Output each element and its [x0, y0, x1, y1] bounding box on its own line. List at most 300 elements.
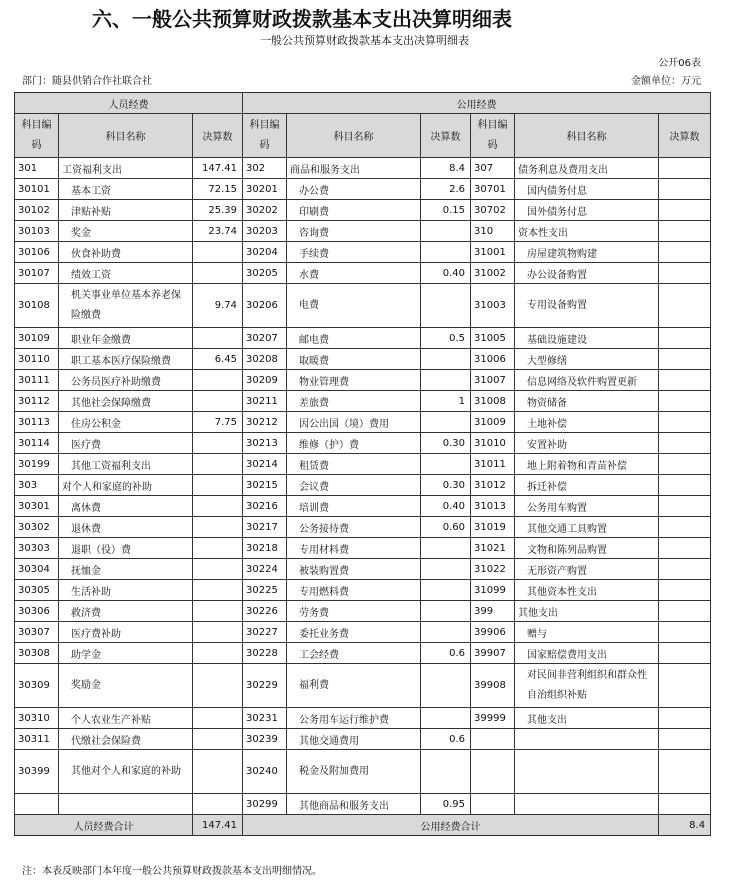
col-name: 科目名称: [59, 114, 193, 158]
cell-amount: [659, 412, 711, 433]
table-row: [15, 328, 711, 349]
cell-name: 培训费: [287, 496, 421, 517]
cell-amount: [421, 370, 471, 391]
cell-name: 退职（役）费: [59, 538, 193, 559]
cell-code: 31003: [471, 284, 515, 328]
cell-name: 奖励金: [59, 664, 193, 708]
cell-code: 30239: [243, 729, 287, 750]
cell-code: 30310: [15, 708, 59, 729]
cell-code: 302: [243, 158, 287, 179]
col-name: 科目名称: [287, 114, 421, 158]
cell-amount: [421, 601, 471, 622]
cell-amount: [193, 242, 243, 263]
col-amount: 决算数: [421, 114, 471, 158]
cell-code: 399: [471, 601, 515, 622]
col-name: 科目名称: [515, 114, 659, 158]
cell-amount: [421, 708, 471, 729]
department-label: 部门：随县供销合作社联合社: [22, 76, 152, 87]
table-row: [15, 391, 711, 412]
cell-amount: 8.4: [421, 158, 471, 179]
cell-code: 30205: [243, 263, 287, 284]
cell-name: 绩效工资: [59, 263, 193, 284]
cell-code: 31013: [471, 496, 515, 517]
cell-amount: 0.95: [421, 794, 471, 815]
cell-amount: [659, 496, 711, 517]
cell-code: 31001: [471, 242, 515, 263]
cell-name: 其他资本性支出: [515, 580, 659, 601]
cell-name: 委托业务费: [287, 622, 421, 643]
cell-code: 30309: [15, 664, 59, 708]
personnel-header: 人员经费: [15, 93, 243, 114]
table-row: [15, 433, 711, 454]
cell-code: 30228: [243, 643, 287, 664]
cell-code: 30101: [15, 179, 59, 200]
cell-code: 30211: [243, 391, 287, 412]
cell-name: 公务用车运行维护费: [287, 708, 421, 729]
cell-name: 职工基本医疗保险缴费: [59, 349, 193, 370]
page-title: 六、一般公共预算财政拨款基本支出决算明细表: [92, 7, 512, 31]
table-code: 公开06表: [658, 58, 701, 69]
cell-name: 其他支出: [515, 601, 659, 622]
cell-code: 31022: [471, 559, 515, 580]
cell-name: 大型修缮: [515, 349, 659, 370]
cell-code: 30112: [15, 391, 59, 412]
cell-name: 工会经费: [287, 643, 421, 664]
cell-code: 30113: [15, 412, 59, 433]
cell-code: 30213: [243, 433, 287, 454]
cell-name: 公务用车购置: [515, 496, 659, 517]
cell-amount: 0.30: [421, 433, 471, 454]
table-row: [15, 158, 711, 179]
cell-amount: [659, 284, 711, 328]
cell-name: [515, 729, 659, 750]
table-row: [15, 454, 711, 475]
cell-name: 医疗费: [59, 433, 193, 454]
cell-name: 公务接待费: [287, 517, 421, 538]
cell-amount: 1: [421, 391, 471, 412]
cell-name: 专用燃料费: [287, 580, 421, 601]
cell-amount: 0.40: [421, 496, 471, 517]
cell-amount: 7.75: [193, 412, 243, 433]
cell-amount: [193, 664, 243, 708]
table-row: [15, 179, 711, 200]
cell-name: 国家赔偿费用支出: [515, 643, 659, 664]
cell-code: 30231: [243, 708, 287, 729]
cell-amount: [659, 643, 711, 664]
cell-amount: [421, 349, 471, 370]
cell-name: 生活补助: [59, 580, 193, 601]
cell-name: 国外债务付息: [515, 200, 659, 221]
cell-amount: [193, 750, 243, 794]
col-amount: 决算数: [659, 114, 711, 158]
cell-code: 31007: [471, 370, 515, 391]
cell-name: 代缴社会保险费: [59, 729, 193, 750]
cell-code: 30209: [243, 370, 287, 391]
cell-name: 物资储备: [515, 391, 659, 412]
cell-name: 差旅费: [287, 391, 421, 412]
cell-code: 30299: [243, 794, 287, 815]
cell-amount: 0.15: [421, 200, 471, 221]
cell-code: 30215: [243, 475, 287, 496]
cell-amount: [659, 622, 711, 643]
cell-code: [471, 729, 515, 750]
cell-amount: [659, 179, 711, 200]
cell-amount: [193, 538, 243, 559]
table-row: [15, 263, 711, 284]
cell-amount: [659, 517, 711, 538]
cell-amount: [193, 708, 243, 729]
table-row: [15, 242, 711, 263]
cell-code: 30304: [15, 559, 59, 580]
table-row: [15, 370, 711, 391]
cell-code: 30701: [471, 179, 515, 200]
cell-code: 30301: [15, 496, 59, 517]
cell-name: 抚恤金: [59, 559, 193, 580]
table-row: [15, 601, 711, 622]
cell-amount: [421, 559, 471, 580]
cell-name: 债务利息及费用支出: [515, 158, 659, 179]
public-total-label: 公用经费合计: [243, 815, 659, 836]
cell-amount: 0.6: [421, 729, 471, 750]
cell-amount: [659, 708, 711, 729]
cell-name: 信息网络及软件购置更新: [515, 370, 659, 391]
cell-code: 31021: [471, 538, 515, 559]
cell-code: [471, 794, 515, 815]
cell-name: 印刷费: [287, 200, 421, 221]
cell-code: 31008: [471, 391, 515, 412]
table-row: [15, 349, 711, 370]
cell-amount: [659, 328, 711, 349]
cell-name: 个人农业生产补贴: [59, 708, 193, 729]
cell-name: 对个人和家庭的补助: [59, 475, 193, 496]
cell-code: 39999: [471, 708, 515, 729]
cell-code: [471, 750, 515, 794]
cell-code: 30225: [243, 580, 287, 601]
cell-amount: [421, 221, 471, 242]
cell-code: 30208: [243, 349, 287, 370]
cell-name: 资本性支出: [515, 221, 659, 242]
table-row: [15, 708, 711, 729]
cell-amount: [193, 580, 243, 601]
cell-code: 310: [471, 221, 515, 242]
table-body: [15, 158, 711, 815]
cell-code: 39908: [471, 664, 515, 708]
table-row: [15, 284, 711, 328]
cell-name: 其他社会保障缴费: [59, 391, 193, 412]
table-row: [15, 729, 711, 750]
cell-name: 房屋建筑物购建: [515, 242, 659, 263]
cell-name: 住房公积金: [59, 412, 193, 433]
cell-name: 商品和服务支出: [287, 158, 421, 179]
cell-amount: [193, 622, 243, 643]
table-row: [15, 559, 711, 580]
cell-name: 安置补助: [515, 433, 659, 454]
cell-amount: [193, 517, 243, 538]
cell-name: 取暖费: [287, 349, 421, 370]
cell-code: 39907: [471, 643, 515, 664]
cell-code: 30229: [243, 664, 287, 708]
personnel-total-value: 147.41: [193, 815, 243, 836]
cell-amount: [193, 601, 243, 622]
cell-code: 31002: [471, 263, 515, 284]
cell-name: 其他支出: [515, 708, 659, 729]
cell-amount: 6.45: [193, 349, 243, 370]
cell-code: 31099: [471, 580, 515, 601]
cell-name: 伙食补助费: [59, 242, 193, 263]
cell-name: 福利费: [287, 664, 421, 708]
cell-name: 基本工资: [59, 179, 193, 200]
cell-amount: [193, 559, 243, 580]
cell-amount: [421, 580, 471, 601]
cell-name: [515, 794, 659, 815]
cell-name: 医疗费补助: [59, 622, 193, 643]
cell-amount: 0.30: [421, 475, 471, 496]
cell-code: 30108: [15, 284, 59, 328]
cell-code: 30307: [15, 622, 59, 643]
cell-amount: [193, 729, 243, 750]
cell-code: 30199: [15, 454, 59, 475]
cell-amount: [659, 158, 711, 179]
cell-name: 维修（护）费: [287, 433, 421, 454]
cell-name: [515, 750, 659, 794]
cell-code: 30203: [243, 221, 287, 242]
table-row: [15, 221, 711, 242]
cell-code: 30204: [243, 242, 287, 263]
cell-code: 30102: [15, 200, 59, 221]
col-amount: 决算数: [193, 114, 243, 158]
col-code: 科目编码: [243, 114, 287, 158]
cell-code: 30302: [15, 517, 59, 538]
cell-name: 机关事业单位基本养老保险缴费: [59, 284, 193, 328]
table-row: [15, 475, 711, 496]
table-subtitle: 一般公共预算财政拨款基本支出决算明细表: [260, 34, 469, 47]
cell-amount: [659, 221, 711, 242]
expenditure-table: [14, 92, 711, 836]
cell-amount: 0.5: [421, 328, 471, 349]
cell-name: 会议费: [287, 475, 421, 496]
cell-code: 30202: [243, 200, 287, 221]
cell-name: 赠与: [515, 622, 659, 643]
cell-amount: [421, 412, 471, 433]
cell-name: 离休费: [59, 496, 193, 517]
cell-code: 30103: [15, 221, 59, 242]
cell-name: 其他交通工具购置: [515, 517, 659, 538]
cell-code: 30201: [243, 179, 287, 200]
table-row: [15, 496, 711, 517]
cell-code: 30114: [15, 433, 59, 454]
cell-amount: [659, 370, 711, 391]
cell-name: 其他工资福利支出: [59, 454, 193, 475]
table-row: [15, 580, 711, 601]
table-row: [15, 517, 711, 538]
cell-name: 无形资产购置: [515, 559, 659, 580]
cell-code: 30212: [243, 412, 287, 433]
cell-name: 国内债务付息: [515, 179, 659, 200]
cell-name: 工资福利支出: [59, 158, 193, 179]
cell-amount: [193, 433, 243, 454]
cell-name: 办公费: [287, 179, 421, 200]
cell-amount: [659, 391, 711, 412]
cell-name: 专用设备购置: [515, 284, 659, 328]
cell-code: 30207: [243, 328, 287, 349]
cell-amount: 72.15: [193, 179, 243, 200]
cell-amount: [659, 750, 711, 794]
cell-name: 办公设备购置: [515, 263, 659, 284]
cell-name: 手续费: [287, 242, 421, 263]
cell-name: 咨询费: [287, 221, 421, 242]
cell-code: 30107: [15, 263, 59, 284]
cell-amount: [659, 475, 711, 496]
cell-name: 拆迁补偿: [515, 475, 659, 496]
cell-name: 被装购置费: [287, 559, 421, 580]
cell-amount: [193, 370, 243, 391]
cell-name: 文物和陈列品购置: [515, 538, 659, 559]
cell-amount: 0.60: [421, 517, 471, 538]
cell-name: 邮电费: [287, 328, 421, 349]
cell-name: 因公出国（境）费用: [287, 412, 421, 433]
cell-amount: [421, 242, 471, 263]
cell-name: 其他交通费用: [287, 729, 421, 750]
cell-code: 301: [15, 158, 59, 179]
cell-amount: [193, 328, 243, 349]
cell-amount: [659, 200, 711, 221]
cell-amount: [659, 242, 711, 263]
cell-amount: [659, 729, 711, 750]
cell-name: 对民间非营利组织和群众性自治组织补贴: [515, 664, 659, 708]
cell-code: 31005: [471, 328, 515, 349]
cell-code: 30224: [243, 559, 287, 580]
table-row: [15, 200, 711, 221]
cell-name: 土地补偿: [515, 412, 659, 433]
cell-amount: 23.74: [193, 221, 243, 242]
cell-amount: [659, 580, 711, 601]
cell-code: 30111: [15, 370, 59, 391]
cell-name: 专用材料费: [287, 538, 421, 559]
cell-name: 公务员医疗补助缴费: [59, 370, 193, 391]
cell-name: 其他商品和服务支出: [287, 794, 421, 815]
cell-code: 30206: [243, 284, 287, 328]
cell-code: 30305: [15, 580, 59, 601]
cell-code: 30226: [243, 601, 287, 622]
cell-code: 30702: [471, 200, 515, 221]
cell-code: 30306: [15, 601, 59, 622]
cell-amount: [193, 794, 243, 815]
table-row: [15, 643, 711, 664]
cell-amount: 25.39: [193, 200, 243, 221]
cell-amount: 147.41: [193, 158, 243, 179]
cell-amount: [421, 622, 471, 643]
cell-amount: [193, 496, 243, 517]
cell-name: 劳务费: [287, 601, 421, 622]
cell-name: 基础设施建设: [515, 328, 659, 349]
personnel-total-label: 人员经费合计: [15, 815, 193, 836]
cell-amount: [421, 750, 471, 794]
cell-code: 39906: [471, 622, 515, 643]
table-row: [15, 622, 711, 643]
cell-amount: [421, 454, 471, 475]
col-code: 科目编码: [471, 114, 515, 158]
cell-name: 电费: [287, 284, 421, 328]
cell-amount: [659, 559, 711, 580]
cell-code: 30216: [243, 496, 287, 517]
cell-name: 职业年金缴费: [59, 328, 193, 349]
cell-code: 303: [15, 475, 59, 496]
cell-code: 30217: [243, 517, 287, 538]
cell-name: 退休费: [59, 517, 193, 538]
cell-code: 30227: [243, 622, 287, 643]
table-row: [15, 750, 711, 794]
footnote: 注：本表反映部门本年度一般公共预算财政拨款基本支出明细情况。: [22, 866, 322, 877]
table-row: [15, 794, 711, 815]
cell-amount: [659, 538, 711, 559]
cell-amount: [659, 794, 711, 815]
cell-name: 地上附着物和青苗补偿: [515, 454, 659, 475]
cell-amount: [659, 454, 711, 475]
cell-code: 30110: [15, 349, 59, 370]
cell-amount: [193, 454, 243, 475]
cell-code: 31012: [471, 475, 515, 496]
cell-amount: [659, 349, 711, 370]
cell-amount: [421, 664, 471, 708]
cell-name: 津贴补贴: [59, 200, 193, 221]
cell-amount: 0.6: [421, 643, 471, 664]
cell-code: 30311: [15, 729, 59, 750]
cell-code: 30109: [15, 328, 59, 349]
cell-amount: [659, 433, 711, 454]
cell-amount: [421, 538, 471, 559]
cell-code: 31011: [471, 454, 515, 475]
cell-amount: 2.6: [421, 179, 471, 200]
table-row: [15, 538, 711, 559]
cell-amount: [659, 263, 711, 284]
cell-code: 307: [471, 158, 515, 179]
cell-name: 水费: [287, 263, 421, 284]
cell-name: 物业管理费: [287, 370, 421, 391]
table-row: [15, 664, 711, 708]
cell-code: 30303: [15, 538, 59, 559]
cell-code: 30240: [243, 750, 287, 794]
cell-code: 30308: [15, 643, 59, 664]
cell-name: 助学金: [59, 643, 193, 664]
cell-code: 31010: [471, 433, 515, 454]
cell-amount: [193, 263, 243, 284]
cell-amount: [421, 284, 471, 328]
cell-amount: [659, 601, 711, 622]
cell-name: 租赁费: [287, 454, 421, 475]
cell-amount: [193, 475, 243, 496]
cell-code: 30214: [243, 454, 287, 475]
cell-code: 30106: [15, 242, 59, 263]
cell-code: 31009: [471, 412, 515, 433]
table-row: [15, 412, 711, 433]
cell-code: 31006: [471, 349, 515, 370]
cell-name: 其他对个人和家庭的补助: [59, 750, 193, 794]
cell-code: 30218: [243, 538, 287, 559]
cell-code: 30399: [15, 750, 59, 794]
cell-amount: [659, 664, 711, 708]
cell-name: 救济费: [59, 601, 193, 622]
public-header: 公用经费: [243, 93, 711, 114]
cell-name: 奖金: [59, 221, 193, 242]
cell-name: 税金及附加费用: [287, 750, 421, 794]
cell-name: [59, 794, 193, 815]
cell-amount: [193, 391, 243, 412]
unit-label: 金额单位：万元: [631, 76, 701, 87]
cell-amount: [193, 643, 243, 664]
cell-amount: 9.74: [193, 284, 243, 328]
cell-amount: 0.40: [421, 263, 471, 284]
col-code: 科目编码: [15, 114, 59, 158]
